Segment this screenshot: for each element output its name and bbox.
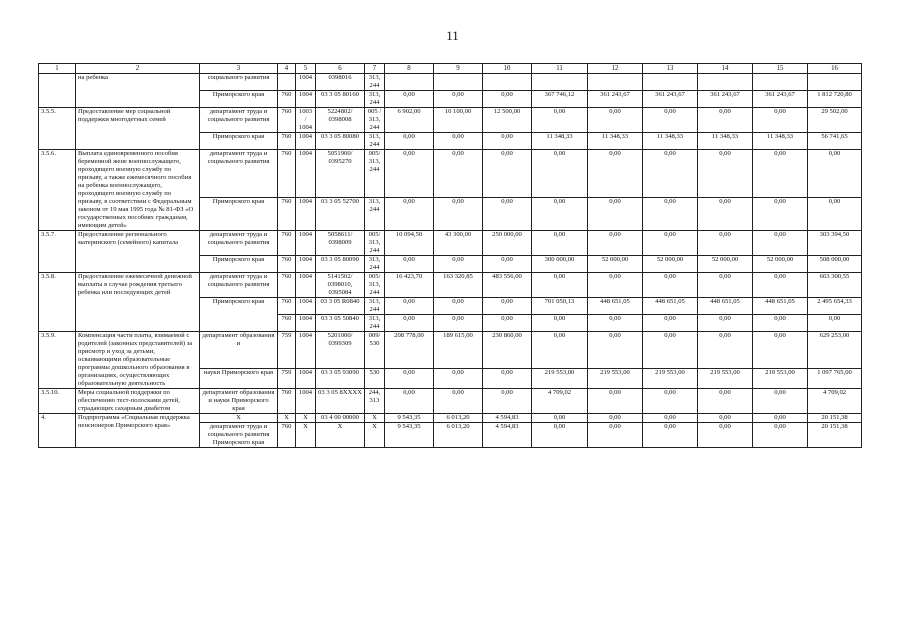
table-cell: 244, 313 [365,389,385,414]
table-cell: Выплата единовременного пособия беременной жене военнослужащего, проходящего военную службу по призыву, а также ежемесячного пособия на ребенка военнослужащего, проходящего военную службу по призыву, в соответствии с Федеральным законом от 19 мая 1995 года № 81-ФЗ «О государственных пособиях гражданам, имеющим детей» [76,150,200,231]
table-cell: 0,00 [483,369,532,389]
table-cell: 219 553,00 [698,369,753,389]
table-cell: X [296,423,316,448]
table-cell: 0,00 [698,423,753,448]
table-cell: 361 243,67 [753,91,808,108]
table-cell: 0,00 [532,150,588,198]
table-cell: 0,00 [434,150,483,198]
table-cell: 03 3 05 50840 [316,315,365,332]
table-cell: 189 615,00 [434,332,483,369]
table-cell: 2 495 654,33 [808,298,862,315]
table-cell: 313, 244 [365,91,385,108]
table-cell: 3.5.5. [39,108,76,150]
table-cell: 0,00 [753,108,808,133]
table-cell: 0,00 [753,315,808,332]
table-cell: 448 651,05 [753,298,808,315]
table-cell: Приморского края [200,256,278,273]
table-cell: 1 812 720,80 [808,91,862,108]
table-cell: 0,00 [434,298,483,315]
table-cell [643,74,698,91]
table-cell: 208 778,00 [385,332,434,369]
table-cell: 6 013,20 [434,414,483,423]
table-cell: X [365,423,385,448]
table-cell: 005/ 313, 244 [365,273,385,298]
table-cell: 0,00 [588,273,643,298]
table-cell: Предоставление ежемесячной денежной выплаты в случае рождения третьего ребенка или последующих детей [76,273,200,332]
table-cell: 0,00 [588,423,643,448]
table-cell: 4 594,83 [483,414,532,423]
table-cell: 1004 [296,332,316,369]
table-cell: 0,00 [643,315,698,332]
table-cell: 0,00 [643,108,698,133]
table-cell: 0,00 [753,198,808,231]
table-cell: X [278,414,296,423]
table-cell: 367 746,12 [532,91,588,108]
table-cell: 0,00 [698,389,753,414]
table-cell: 0,00 [385,256,434,273]
table-cell: 20 151,38 [808,414,862,423]
table-cell: 0,00 [532,273,588,298]
table-row [39,231,862,256]
table-cell: 0,00 [483,315,532,332]
table-cell: 760 [278,91,296,108]
table-cell: Меры социальной поддержки по обеспечению тест-полосками детей, страдающих сахарным диабетом [76,389,200,414]
table-cell: 3.5.7. [39,231,76,273]
table-cell: Приморского края [200,298,278,332]
table-cell: 0,00 [753,414,808,423]
table-cell: 219 553,00 [753,369,808,389]
table-cell [532,74,588,91]
table-cell: 005/ 313, 244 [365,231,385,256]
table-cell: 52 000,00 [753,256,808,273]
table-cell: 0,00 [588,414,643,423]
column-number-10: 10 [483,64,532,74]
table-cell [434,74,483,91]
table-cell [39,74,76,108]
table-cell: 0,00 [643,273,698,298]
table-cell: 0,00 [698,150,753,198]
column-number-row [39,64,862,74]
table-cell: 20 151,38 [808,423,862,448]
table-cell: 0,00 [588,332,643,369]
table-cell: департамент труда и социального развития Приморского края [200,423,278,448]
table-cell: 530 [365,369,385,389]
table-cell: 52 000,00 [698,256,753,273]
table-cell: 0,00 [698,332,753,369]
table-cell: 11 348,33 [753,133,808,150]
table-cell: Приморского края [200,91,278,108]
column-number-14: 14 [698,64,753,74]
table-cell: 760 [278,389,296,414]
table-cell: 0,00 [483,91,532,108]
table-cell: 760 [278,256,296,273]
table-cell: 0,00 [588,108,643,133]
table-cell: Предоставление регионального материнского (семейного) капитала [76,231,200,273]
table-cell: 03 3 05 52700 [316,198,365,231]
table-cell: 1004 [296,150,316,198]
table-cell: 0,00 [385,133,434,150]
table-cell: 0,00 [434,369,483,389]
table-cell: 0,00 [643,231,698,256]
table-cell: 3.5.8. [39,273,76,332]
table-cell: 0,00 [643,332,698,369]
table-cell: 03 3 05 93090 [316,369,365,389]
budget-table [38,63,862,448]
table-body [39,64,862,448]
table-cell: 0,00 [434,315,483,332]
table-cell [698,74,753,91]
table-cell: 0,00 [698,315,753,332]
table-cell: 219 553,00 [643,369,698,389]
table-cell: департамент труда и социального развития [200,273,278,298]
table-cell: Подпрограмма «Социальная поддержка пенсионеров Приморского края» [76,414,200,448]
table-row [39,332,862,369]
table-cell: 313, 244 [365,198,385,231]
table-cell: науки Приморского края [200,369,278,389]
table-cell: 0,00 [643,414,698,423]
table-cell: 0,00 [643,150,698,198]
table-cell: 0,00 [434,91,483,108]
table-cell: 10 094,50 [385,231,434,256]
table-cell: 03 3 05 R0840 [316,298,365,315]
table-cell: 0,00 [698,108,753,133]
column-number-11: 11 [532,64,588,74]
table-cell: 0,00 [808,315,862,332]
column-number-8: 8 [385,64,434,74]
table-cell: 0,00 [483,389,532,414]
table-cell: 0,00 [588,150,643,198]
table-cell: 1004 [296,315,316,332]
table-cell: 0,00 [385,198,434,231]
table-cell: 0,00 [532,332,588,369]
table-cell: 361 243,67 [698,91,753,108]
table-cell: 52 000,00 [588,256,643,273]
table-cell: 0,00 [434,389,483,414]
table-cell: 0,00 [532,108,588,133]
table-cell: 52 000,00 [643,256,698,273]
table-cell: X [365,414,385,423]
table-cell: 760 [278,198,296,231]
table-cell: 219 553,00 [588,369,643,389]
table-cell: социального развития [200,74,278,91]
table-cell: 4. [39,414,76,448]
table-cell: 5141502/ 0398010, 0395084 [316,273,365,298]
table-cell: 759 [278,369,296,389]
table-cell: 0,00 [698,198,753,231]
column-number-5: 5 [296,64,316,74]
table-cell: 4 594,83 [483,423,532,448]
table-cell: 0,00 [532,315,588,332]
table-cell: 11 348,33 [532,133,588,150]
table-row [39,273,862,298]
table-cell: 0,00 [385,389,434,414]
table-cell: 1004 [296,198,316,231]
table-cell: 0,00 [532,231,588,256]
table-cell: 0,00 [698,231,753,256]
table-cell: 313, 244 [365,315,385,332]
table-cell: 43 300,00 [434,231,483,256]
table-cell: Приморского края [200,198,278,231]
table-cell: 760 [278,108,296,133]
table-cell: 0,00 [532,414,588,423]
table-cell: 005 / 313, 244 [365,108,385,133]
table-cell: 0,00 [643,423,698,448]
column-number-12: 12 [588,64,643,74]
table-cell: 629 253,00 [808,332,862,369]
table-cell: 0,00 [753,423,808,448]
table-cell: 0,00 [385,91,434,108]
table-cell: 230 860,00 [483,332,532,369]
table-cell: 4 709,02 [808,389,862,414]
table-cell: 9 543,35 [385,423,434,448]
table-cell: 448 651,05 [588,298,643,315]
table-cell: 0,00 [808,198,862,231]
table-cell: 760 [278,315,296,332]
table-cell: 0,00 [483,256,532,273]
table-cell: 0,00 [643,389,698,414]
table-cell: 313, 244 [365,256,385,273]
table-cell: 5051900/ 0395270 [316,150,365,198]
table-cell: X [316,423,365,448]
table-cell: 760 [278,423,296,448]
table-cell: 0,00 [588,315,643,332]
table-cell: 760 [278,231,296,256]
table-cell: 0398016 [316,74,365,91]
table-cell: 313, 244 [365,133,385,150]
table-cell: 361 243,67 [588,91,643,108]
table-cell: 1004 [296,298,316,315]
table-cell: 760 [278,298,296,315]
table-cell: 0,00 [434,256,483,273]
table-cell: 9 543,35 [385,414,434,423]
table-cell: 760 [278,133,296,150]
table-cell: 0,00 [434,198,483,231]
table-cell: 03 3 05 80160 [316,91,365,108]
table-cell: 483 556,00 [483,273,532,298]
table-cell: 5201000/ 0399309 [316,332,365,369]
table-cell: 3.5.6. [39,150,76,231]
table-cell: Компенсация части платы, взимаемой с родителей (законных представителей) за присмотр и уход за детьми, осваивающими образовательные программы дошкольного образования в организациях, осуществляющих образовательную деятельность [76,332,200,389]
column-number-3: 3 [200,64,278,74]
table-cell: 300 000,00 [532,256,588,273]
table-cell: 11 348,33 [588,133,643,150]
table-cell: 0,00 [434,133,483,150]
table-cell: департамент образования и [200,332,278,369]
table-cell: 005/ 313, 244 [365,150,385,198]
table-cell: 10 100,00 [434,108,483,133]
table-cell: 0,00 [753,150,808,198]
table-cell: 03 3 05 80080 [316,133,365,150]
table-cell: 0,00 [808,150,862,198]
table-cell: 0,00 [643,198,698,231]
column-number-15: 15 [753,64,808,74]
table-cell: 0,00 [753,273,808,298]
table-cell: 1 097 765,00 [808,369,862,389]
table-cell: 313, 244 [365,298,385,315]
column-number-2: 2 [76,64,200,74]
table-cell: 313, 244 [365,74,385,91]
table-cell: 0,00 [698,414,753,423]
table-cell: 0,00 [698,273,753,298]
table-cell: 0,00 [753,389,808,414]
table-cell: 1004 [296,369,316,389]
column-number-6: 6 [316,64,365,74]
table-cell: департамент труда и социального развития [200,150,278,198]
table-cell: 303 394,50 [808,231,862,256]
table-cell: 0,00 [385,298,434,315]
table-cell: 29 502,00 [808,108,862,133]
table-cell: 3.5.10. [39,389,76,414]
table-row [39,389,862,414]
table-cell: 1003/ 1004 [296,108,316,133]
table-cell: 5058611/ 0398009 [316,231,365,256]
table-cell: 1004 [296,74,316,91]
column-number-13: 13 [643,64,698,74]
table-cell [278,74,296,91]
table-cell: 4 709,02 [532,389,588,414]
table-cell: 448 651,05 [643,298,698,315]
table-cell: 03 3 05 8XXXX [316,389,365,414]
table-row [39,74,862,91]
table-cell [588,74,643,91]
table-cell: 3.5.9. [39,332,76,389]
table-cell: 0,00 [753,332,808,369]
table-cell: департамент образования и науки Приморского края [200,389,278,414]
table-row [39,150,862,198]
table-cell: 0,00 [588,389,643,414]
table-cell: X [200,414,278,423]
table-cell: 760 [278,273,296,298]
column-number-9: 9 [434,64,483,74]
column-number-7: 7 [365,64,385,74]
table-cell: 0,00 [483,198,532,231]
table-cell: 16 423,70 [385,273,434,298]
table-cell: 0,00 [753,231,808,256]
table-cell: 1004 [296,273,316,298]
table-cell [753,74,808,91]
table-cell: 6 902,00 [385,108,434,133]
table-row [39,414,862,423]
table-cell: 0,00 [532,423,588,448]
table-cell: департамент труда и социального развития [200,108,278,133]
table-cell: Предоставление мер социальной поддержки многодетных семей [76,108,200,150]
table-cell: X [296,414,316,423]
table-cell: 219 553,00 [532,369,588,389]
table-cell: 12 500,00 [483,108,532,133]
table-cell: 1004 [296,256,316,273]
table-cell: 448 651,05 [698,298,753,315]
table-cell: 03 4 00 00000 [316,414,365,423]
table-cell [385,74,434,91]
table-cell: на ребенка [76,74,200,108]
table-cell: 009/ 530 [365,332,385,369]
table-cell: 1004 [296,389,316,414]
table-cell: 701 050,13 [532,298,588,315]
table-cell: 760 [278,150,296,198]
table-cell: 759 [278,332,296,369]
table-cell: 03 3 05 80090 [316,256,365,273]
table-cell: 1004 [296,91,316,108]
page-number: 11 [446,28,459,43]
column-number-4: 4 [278,64,296,74]
table-cell: 0,00 [385,150,434,198]
table-cell: 11 348,33 [698,133,753,150]
table-cell [808,74,862,91]
table-cell: 1004 [296,231,316,256]
table-cell: 0,00 [483,150,532,198]
table-cell: 0,00 [588,231,643,256]
table-cell: 0,00 [483,133,532,150]
table-cell: 0,00 [385,315,434,332]
table-cell: 1004 [296,133,316,150]
table-cell: 0,00 [385,369,434,389]
table-cell: 0,00 [483,298,532,315]
table-cell: 250 000,00 [483,231,532,256]
column-number-16: 16 [808,64,862,74]
table-cell: 663 300,55 [808,273,862,298]
column-number-1: 1 [39,64,76,74]
table-cell: 163 320,85 [434,273,483,298]
table-cell: Приморского края [200,133,278,150]
table-cell: 0,00 [532,198,588,231]
table-cell: 56 741,65 [808,133,862,150]
table-cell [483,74,532,91]
table-cell: 508 000,00 [808,256,862,273]
table-cell: 5224802/ 0398008 [316,108,365,133]
table-cell: департамент труда и социального развития [200,231,278,256]
table-cell: 6 013,20 [434,423,483,448]
table-cell: 11 348,33 [643,133,698,150]
table-cell: 0,00 [588,198,643,231]
table-cell: 361 243,67 [643,91,698,108]
table-row [39,108,862,133]
